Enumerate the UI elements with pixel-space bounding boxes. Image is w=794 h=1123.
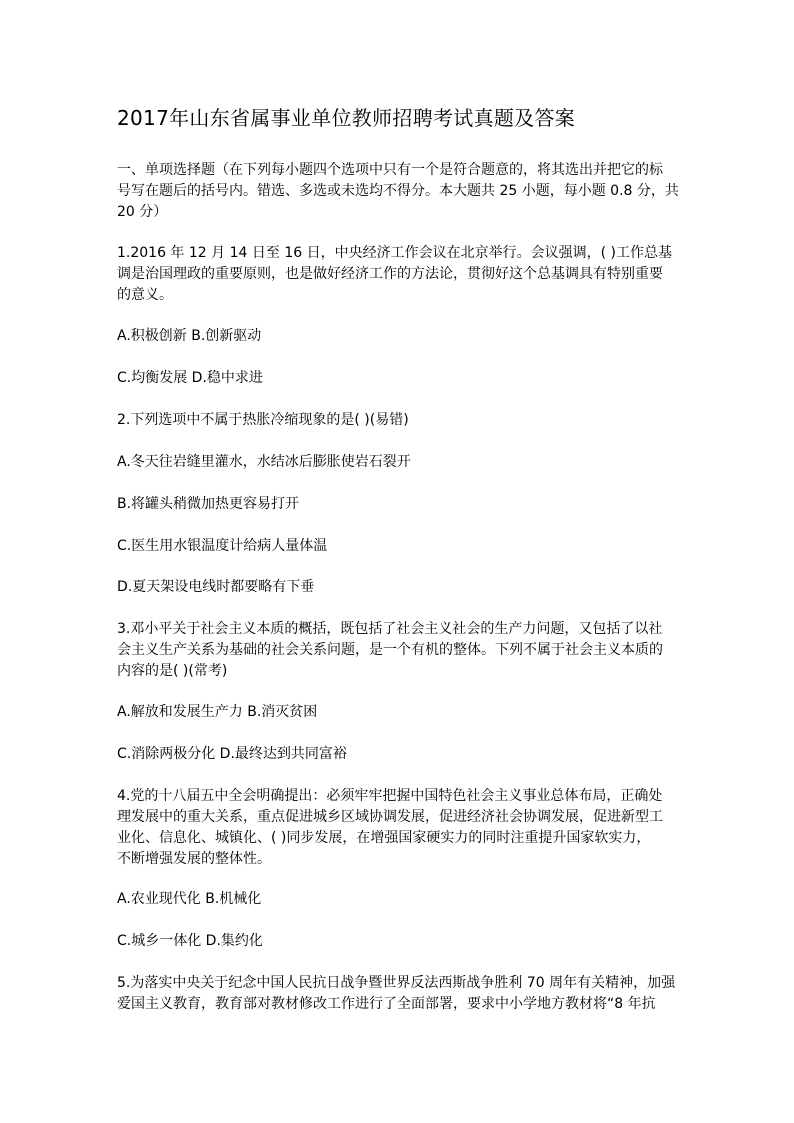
question-5-stem <box>117 973 675 1015</box>
question-2-option-d: D.夏天架设电线时都要略有下垂 <box>117 579 315 595</box>
question-2-option-b: B.将罐头稍微加热更容易打开 <box>117 496 300 512</box>
question-2-option-a: A.冬天往岩缝里灌水，水结冰后膨胀使岩石裂开 <box>117 454 411 470</box>
question-2-stem: 2.下列选项中不属于热胀冷缩现象的是( )(易错) <box>117 412 409 428</box>
question-3-options-cd: C.消除两极分化 D.最终达到共同富裕 <box>117 746 347 762</box>
instruction-line: 一、单项选择题（在下列每小题四个选项中只有一个是符合题意的，将其选出并把它的标 <box>117 162 663 178</box>
instruction-line: 号写在题后的括号内。错选、多选或未选均不得分。本大题共 25 小题，每小题 0.8 分，共 <box>117 183 679 199</box>
question-3-stem <box>117 619 663 682</box>
question-line: 1.2016 年 12 月 14 日至 16 日，中央经济工作会议在北京举行。会议强调，( )工作总基 <box>117 245 672 261</box>
question-4-options-cd: C.城乡一体化 D.集约化 <box>117 933 263 949</box>
question-1-options-ab: A.积极创新 B.创新驱动 <box>117 328 262 344</box>
question-4-stem <box>117 786 663 870</box>
question-line: 调是治国理政的重要原则，也是做好经济工作的方法论，贯彻好这个总基调具有特别重要 <box>117 266 663 282</box>
section-instructions <box>117 160 679 223</box>
question-3-options-ab: A.解放和发展生产力 B.消灭贫困 <box>117 704 318 720</box>
question-line: 业化、信息化、城镇化、( )同步发展，在增强国家硬实力的同时注重提升国家软实力， <box>117 830 651 846</box>
question-4-options-ab: A.农业现代化 B.机械化 <box>117 891 262 907</box>
question-1-stem <box>117 243 672 306</box>
question-line: 会主义生产关系为基础的社会关系问题，是一个有机的整体。下列不属于社会主义本质的 <box>117 642 663 658</box>
instruction-line: 20 分） <box>117 204 168 220</box>
question-line: 的意义。 <box>117 287 173 303</box>
question-line: 3.邓小平关于社会主义本质的概括，既包括了社会主义社会的生产力问题，又包括了以社 <box>117 621 663 637</box>
question-line: 5.为落实中央关于纪念中国人民抗日战争暨世界反法西斯战争胜利 70 周年有关精神，加强 <box>117 975 676 991</box>
question-1-options-cd: C.均衡发展 D.稳中求进 <box>117 370 263 386</box>
question-line: 不断增强发展的整体性。 <box>117 851 271 867</box>
question-line: 4.党的十八届五中全会明确提出：必须牢牢把握中国特色社会主义事业总体布局，正确处 <box>117 788 663 804</box>
question-2-option-c: C.医生用水银温度计给病人量体温 <box>117 538 328 554</box>
question-line: 理发展中的重大关系，重点促进城乡区域协调发展，促进经济社会协调发展，促进新型工 <box>117 809 663 825</box>
document-title: 2017年山东省属事业单位教师招聘考试真题及答案 <box>117 106 576 130</box>
question-line: 爱国主义教育，教育部对教材修改工作进行了全面部署，要求中小学地方教材将“8 年抗 <box>117 996 656 1012</box>
question-line: 内容的是( )(常考) <box>117 663 228 679</box>
